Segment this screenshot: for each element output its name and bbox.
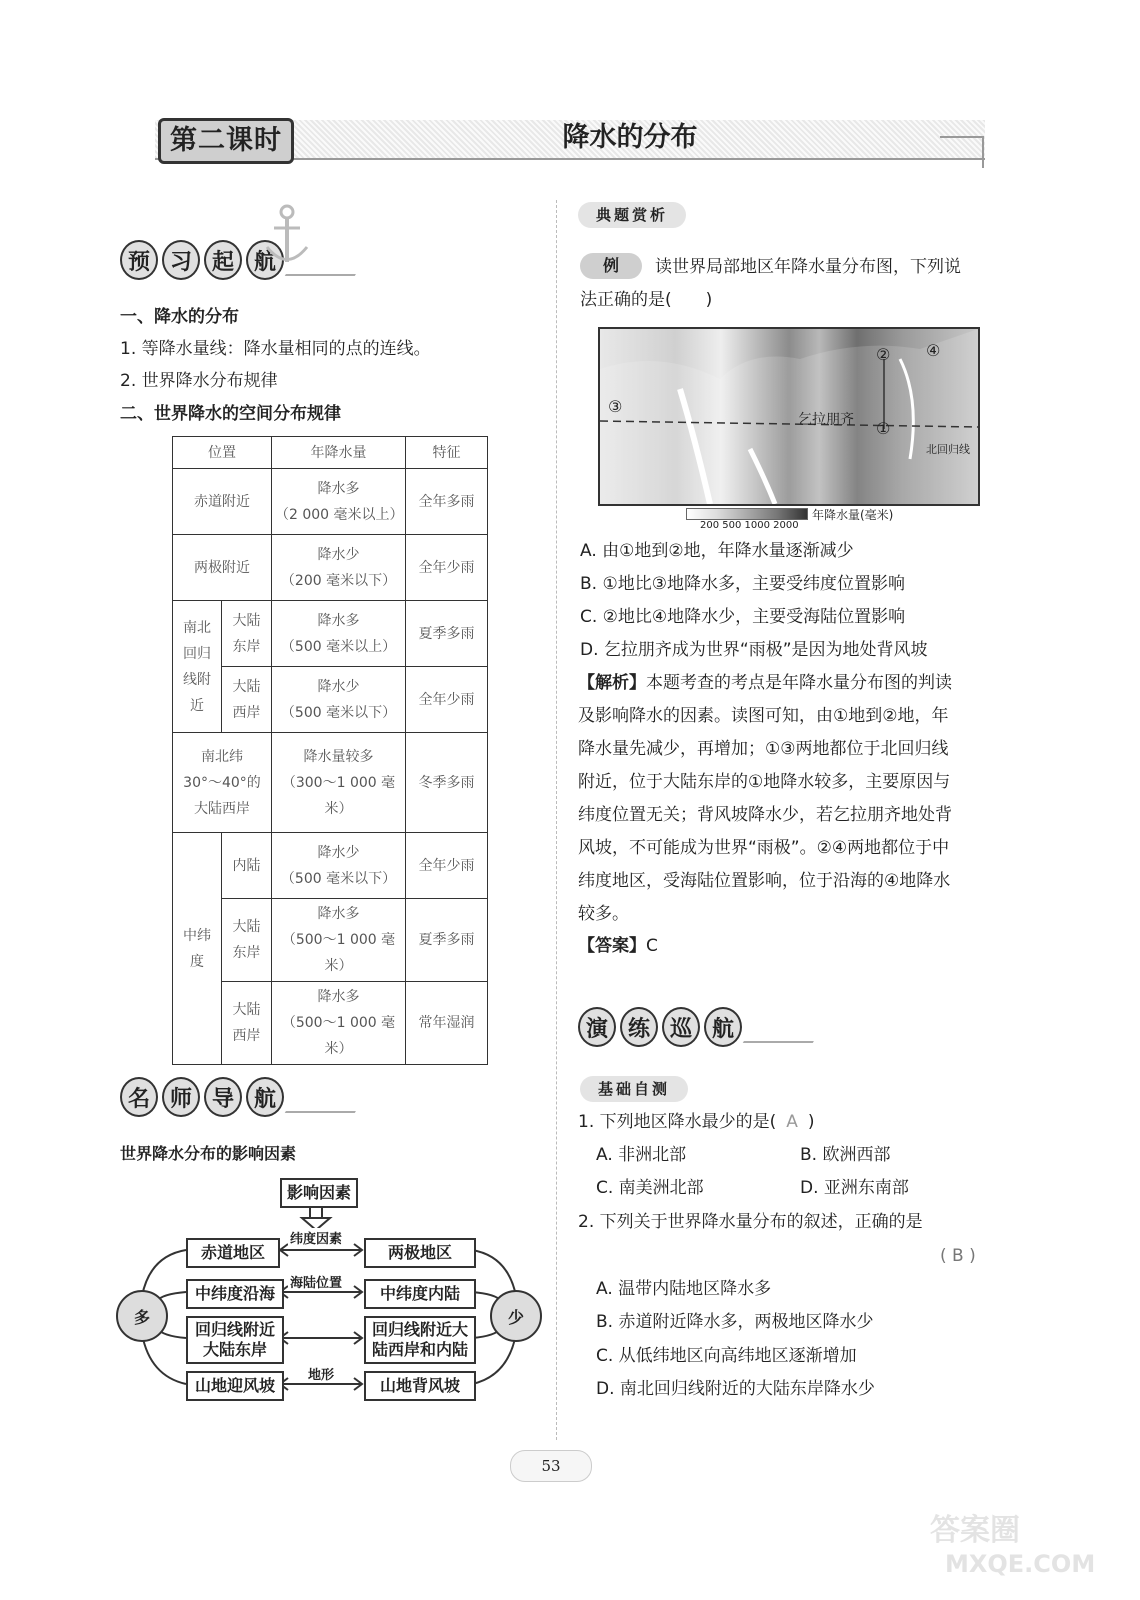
cell-text: 中纬 <box>183 927 211 944</box>
cell-text: 30°～40°的 <box>183 774 261 791</box>
sea-land-label: 海陆位置 <box>288 1272 344 1291</box>
preview-banner <box>120 238 364 282</box>
flow-box-line: 回归线附近 <box>194 1320 275 1339</box>
question-text: ) <box>807 1112 815 1132</box>
filled-answer: ( B ) <box>940 1246 976 1266</box>
banner-char: 航 <box>246 1077 284 1117</box>
table-cell <box>222 982 272 1065</box>
cell-text: 大陆 <box>232 919 261 935</box>
banner-char: 航 <box>704 1007 742 1047</box>
cell-text: 东岸 <box>232 638 261 655</box>
option-a: A. 温带内陆地区降水多 <box>596 1279 772 1299</box>
table-cell: 夏季多雨 <box>406 601 488 667</box>
option-d: D. 乞拉朋齐成为世界“雨极”是因为地处背风坡 <box>580 640 928 660</box>
analysis-line: 纬度位置无关；背风坡降水少，若乞拉朋齐地处背 <box>578 805 952 825</box>
section-heading: 二、世界降水的空间分布规律 <box>120 404 341 424</box>
question-text: 读世界局部地区年降水量分布图，下列说 <box>655 257 961 277</box>
option-b: B. 欧洲西部 <box>800 1145 891 1165</box>
cell-text: 大陆 <box>232 1002 261 1018</box>
table-cell <box>272 833 406 899</box>
watermark-cn: 答案圈 <box>930 1513 1020 1548</box>
analysis-line: 风坡，不可能成为世界“雨极”。②④两地都位于中 <box>578 838 950 858</box>
analysis-line: 纬度地区，受海陆位置影响，位于沿海的④地降水 <box>578 871 951 891</box>
section-subtitle: 世界降水分布的影响因素 <box>120 1144 297 1163</box>
table-cell: 常年湿润 <box>406 982 488 1065</box>
table-cell: 全年少雨 <box>406 535 488 601</box>
precipitation-map <box>598 327 980 506</box>
flow-box: 赤道地区 <box>186 1238 280 1268</box>
analysis-line: 较多。 <box>578 904 629 924</box>
cell-text: （2 000 毫米以上） <box>275 506 404 523</box>
practice-banner <box>578 1005 822 1049</box>
analysis-line: 附近，位于大陆东岸的①地降水较多，主要原因与 <box>578 772 951 792</box>
option-c: C. 从低纬地区向高纬地区逐渐增加 <box>596 1346 857 1366</box>
cell-text: （500～1 000 毫米） <box>281 932 396 974</box>
ship-icon <box>743 1011 831 1043</box>
anchor-icon <box>262 202 312 272</box>
cell-text: 大陆西岸 <box>194 800 250 817</box>
banner-char: 练 <box>620 1007 658 1047</box>
flow-box: 中纬度内陆 <box>364 1279 476 1309</box>
cell-text: 大陆 <box>232 612 261 629</box>
table-cell <box>173 833 222 1065</box>
table-cell: 赤道附近 <box>173 469 272 535</box>
table-cell: 夏季多雨 <box>406 899 488 982</box>
answer-line <box>578 930 658 963</box>
cell-text: （500 毫米以下） <box>280 870 397 887</box>
banner-char: 巡 <box>662 1007 700 1047</box>
legend-label: 年降水量(毫米) <box>812 508 894 522</box>
cell-text: 度 <box>190 953 204 970</box>
cell-text: 大陆 <box>232 678 261 695</box>
example-pill: 典题赏析 <box>578 202 686 228</box>
table-cell: 全年多雨 <box>406 469 488 535</box>
option-a: A. 非洲北部 <box>596 1145 687 1165</box>
list-item: 1. 等降水量线：降水量相同的点的连线。 <box>120 339 431 359</box>
list-item: 2. 世界降水分布规律 <box>120 371 278 391</box>
flow-box: 山地背风坡 <box>364 1371 476 1401</box>
banner-char: 航 <box>246 240 284 280</box>
table-cell: 冬季多雨 <box>406 733 488 833</box>
cell-text: 降水量较多 <box>303 748 374 765</box>
cell-text: 南北纬 <box>201 748 243 765</box>
map-marker: ④ <box>926 341 941 360</box>
option-b: B. 赤道附近降水多，两极地区降水少 <box>596 1312 874 1332</box>
terrain-label: 地形 <box>306 1364 336 1383</box>
analysis-line: 及影响降水的因素。读图可知，由①地到②地，年 <box>578 706 949 726</box>
table-cell: 内陆 <box>222 833 272 899</box>
cell-text: 线附 <box>183 671 211 688</box>
cell-text: （500 毫米以下） <box>280 704 397 721</box>
column-divider <box>556 200 557 1440</box>
less-circle: 少 <box>490 1290 542 1342</box>
analysis-line: 降水量先减少，再增加；①③两地都位于北回归线 <box>578 739 949 759</box>
filled-answer: A <box>786 1112 798 1132</box>
cell-text: 东岸 <box>232 945 261 961</box>
cell-text: 降水多 <box>317 906 360 922</box>
table-cell <box>222 899 272 982</box>
flow-box: 山地迎风坡 <box>186 1371 284 1401</box>
distribution-table <box>172 436 488 1065</box>
map-marker: ① <box>876 419 891 438</box>
table-cell <box>272 899 406 982</box>
table-cell <box>272 982 406 1065</box>
question-text: 法正确的是( ) <box>580 290 713 310</box>
banner-char: 导 <box>204 1077 242 1117</box>
cell-text: 降水多 <box>317 989 360 1005</box>
map-marker: ③ <box>608 397 623 416</box>
cell-text: 南北 <box>183 619 211 636</box>
map-place-label: 乞拉朋齐 <box>798 412 854 428</box>
tropic-label: 北回归线 <box>926 443 970 456</box>
table-cell <box>272 601 406 667</box>
analysis-line: 本题考查的考点是年降水量分布图的判读 <box>646 673 952 693</box>
table-cell <box>272 733 406 833</box>
banner-char: 名 <box>120 1077 158 1117</box>
cell-text: 降水少 <box>317 678 360 695</box>
cell-text: 降水多 <box>317 480 360 497</box>
answer-label: 【答案】 <box>578 936 646 956</box>
feather-icon <box>285 1081 373 1113</box>
table-cell <box>173 733 272 833</box>
cell-text: 近 <box>190 697 204 714</box>
option-d: D. 亚洲东南部 <box>800 1178 909 1198</box>
table-cell: 全年少雨 <box>406 667 488 733</box>
analysis-label: 【解析】 <box>578 673 646 693</box>
banner-char: 演 <box>578 1007 616 1047</box>
banner-char: 师 <box>162 1077 200 1117</box>
page-number: 53 <box>510 1450 592 1482</box>
example-tag: 例 <box>580 253 642 279</box>
table-header: 位置 <box>173 437 272 469</box>
cell-text: 西岸 <box>232 1028 261 1044</box>
map-marker: ② <box>876 345 891 364</box>
question-1 <box>578 1106 815 1139</box>
table-cell <box>173 601 222 733</box>
option-b: B. ①地比③地降水多，主要受纬度位置影响 <box>580 574 905 594</box>
table-cell <box>222 667 272 733</box>
cell-text: （300～1 000 毫米） <box>281 774 396 817</box>
cell-text: （500 毫米以上） <box>280 638 397 655</box>
factor-flow-diagram <box>112 1176 542 1416</box>
banner-char: 起 <box>204 240 242 280</box>
legend-bar <box>686 508 808 520</box>
cell-text: （500～1 000 毫米） <box>281 1015 396 1057</box>
watermark: MXQE.COM <box>945 1550 1096 1578</box>
table-cell <box>272 667 406 733</box>
question-text: 1. 下列地区降水最少的是( <box>578 1112 777 1132</box>
legend-values: 200 500 1000 2000 <box>700 520 799 531</box>
question-text: 2. 下列关于世界降水量分布的叙述，正确的是 <box>578 1212 923 1232</box>
banner-char: 预 <box>120 240 158 280</box>
cell-text: 降水少 <box>317 546 360 563</box>
answer-value: C <box>646 936 658 956</box>
table-cell <box>222 601 272 667</box>
cell-text: 降水少 <box>317 844 360 861</box>
flow-box: 两极地区 <box>364 1238 476 1268</box>
flow-box-line: 陆西岸和内陆 <box>371 1340 468 1359</box>
teacher-banner <box>120 1075 364 1119</box>
cell-text: 降水多 <box>317 612 360 629</box>
flow-box <box>364 1316 476 1364</box>
table-cell <box>272 535 406 601</box>
table-cell <box>272 469 406 535</box>
page-title: 降水的分布 <box>562 122 698 153</box>
flow-box <box>186 1316 284 1364</box>
option-c: C. ②地比④地降水少，主要受海陆位置影响 <box>580 607 906 627</box>
latitude-label: 纬度因素 <box>288 1228 344 1247</box>
flow-box-line: 回归线附近大 <box>371 1320 468 1339</box>
map-overlay <box>600 329 978 504</box>
option-d: D. 南北回归线附近的大陆东岸降水少 <box>596 1379 875 1399</box>
analysis-block <box>578 667 998 931</box>
cell-text: 西岸 <box>232 704 261 721</box>
lesson-tag: 第二课时 <box>158 118 294 164</box>
option-a: A. 由①地到②地，年降水量逐渐减少 <box>580 541 854 561</box>
cell-text: 回归 <box>183 645 211 662</box>
more-circle: 多 <box>116 1290 168 1342</box>
table-header: 年降水量 <box>272 437 406 469</box>
header-corner-decoration <box>940 136 984 168</box>
table-cell: 全年少雨 <box>406 833 488 899</box>
table-header: 特征 <box>406 437 488 469</box>
flow-top-box: 影响因素 <box>280 1178 358 1208</box>
practice-pill: 基础自测 <box>580 1076 688 1102</box>
banner-char: 习 <box>162 240 200 280</box>
flow-box: 中纬度沿海 <box>186 1279 284 1309</box>
flow-box-line: 大陆东岸 <box>202 1340 267 1359</box>
section-heading: 一、降水的分布 <box>120 307 239 327</box>
cell-text: （200 毫米以下） <box>280 572 397 589</box>
table-cell: 两极附近 <box>173 535 272 601</box>
option-c: C. 南美洲北部 <box>596 1178 704 1198</box>
